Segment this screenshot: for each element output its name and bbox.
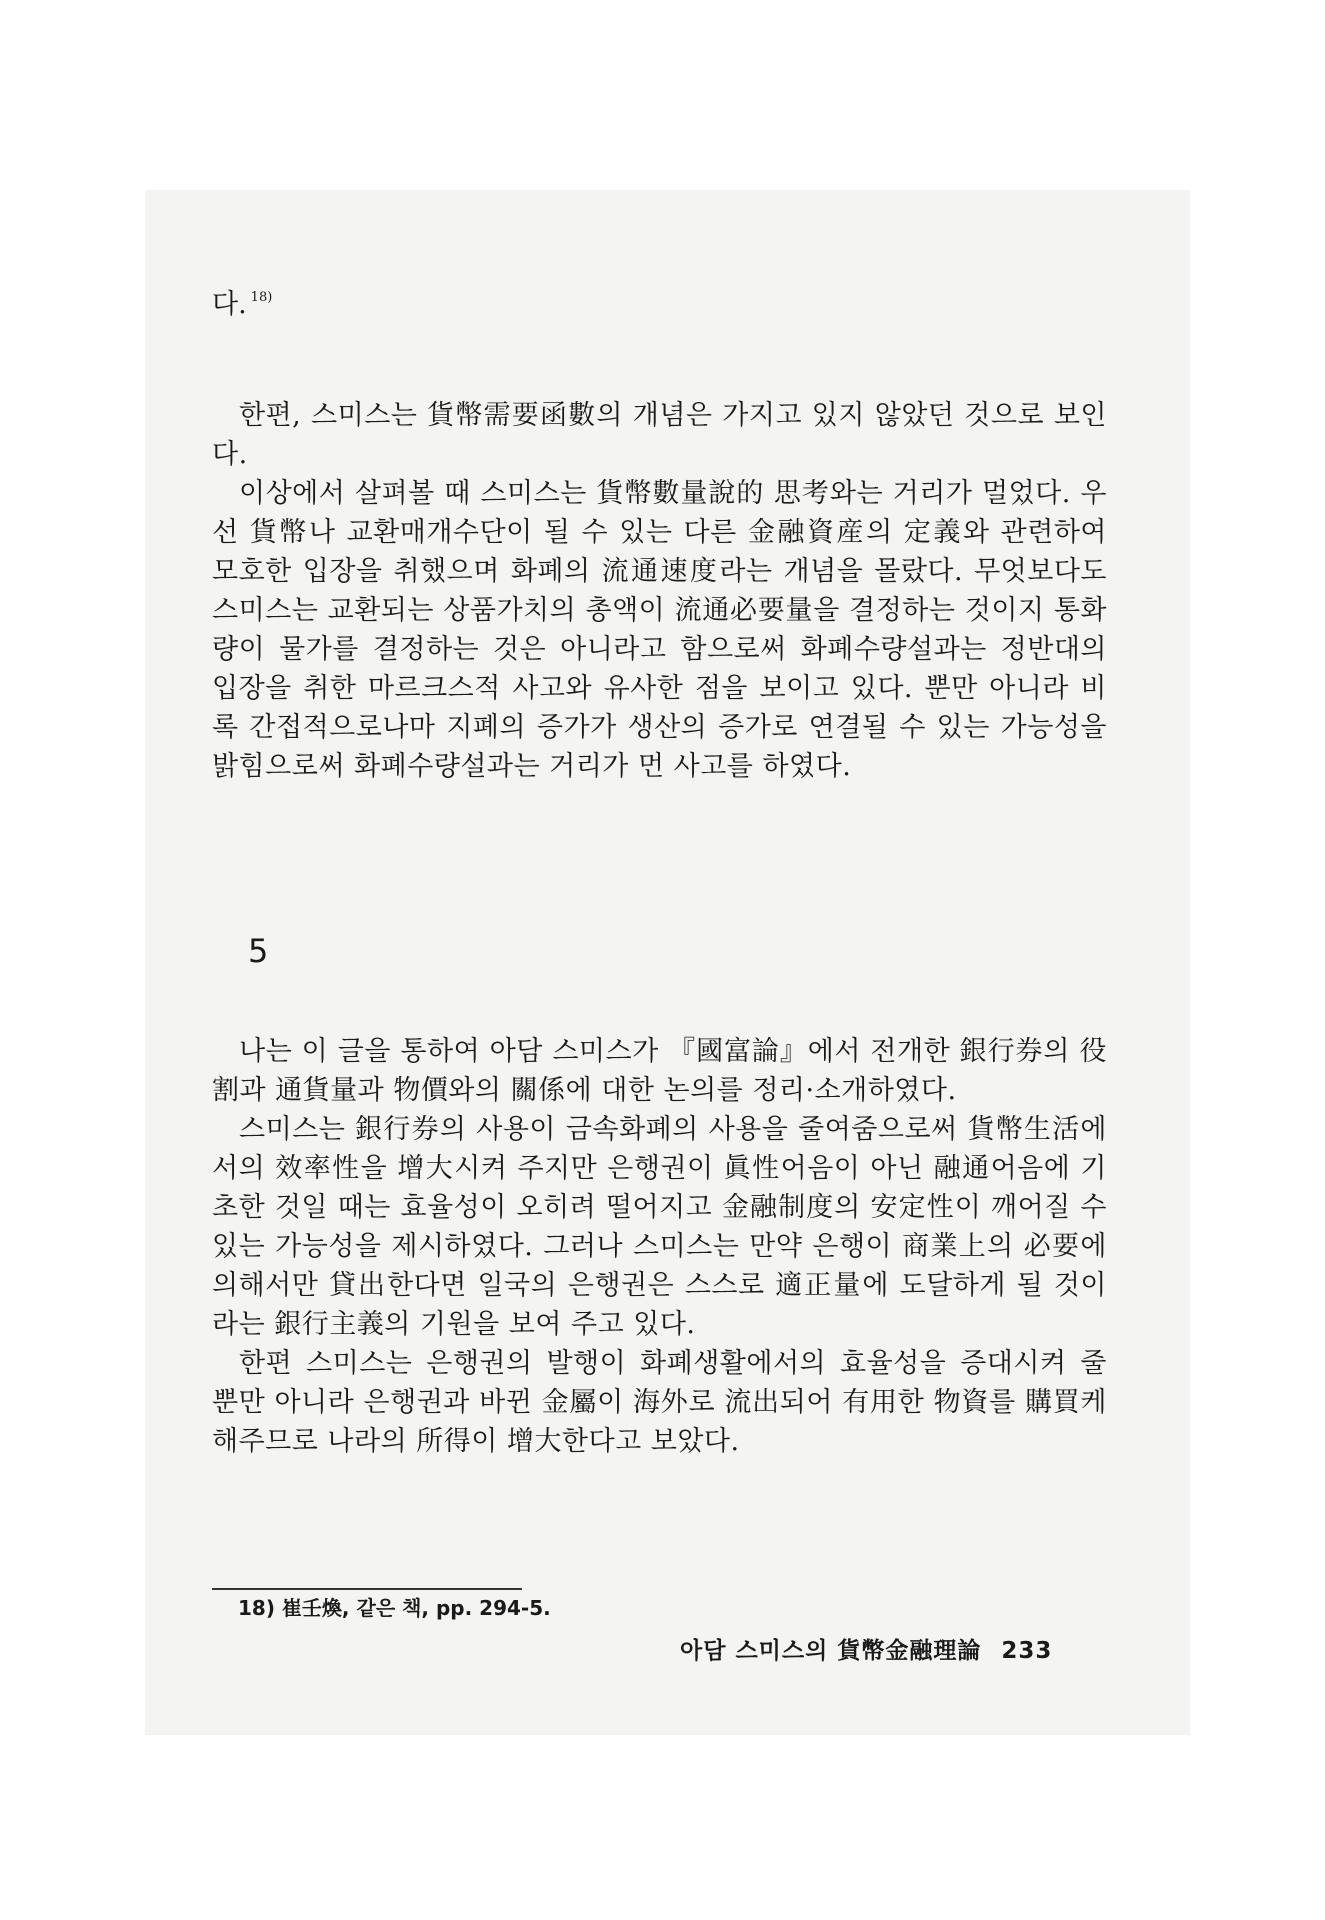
paragraph: 나는 이 글을 통하여 아담 스미스가 『國富論』에서 전개한 銀行券의 役割과 通貨量과 物價와의 關係에 대한 논의를 정리·소개하였다. xyxy=(212,1036,1107,1106)
section-body-1 xyxy=(212,396,1107,786)
continuation-line xyxy=(212,278,272,324)
running-footer xyxy=(680,1636,1052,1666)
footnote-reference: 18) xyxy=(250,290,273,305)
footnote-divider xyxy=(212,1588,522,1590)
paragraph: 스미스는 銀行券의 사용이 금속화폐의 사용을 줄여줌으로써 貨幣生活에서의 效率性을 增大시켜 주지만 은행권이 眞性어음이 아닌 融通어음에 기초한 것일 때는 효율성이 오히려 떨어지고 金融制度의 安定性이 깨어질 수 있는 가능성을 제시하였다. 그러나 스미스는 만약 은행이 商業上의 必要에 의해서만 貸出한다면 일국의 은행권은 스스로 適正量에 도달하게 될 것이라는 銀行主義의 기원을 보여 주고 있다. xyxy=(212,1114,1107,1340)
paragraph: 이상에서 살펴볼 때 스미스는 貨幣數量說的 思考와는 거리가 멀었다. 우선 貨幣나 교환매개수단이 될 수 있는 다른 金融資産의 定義와 관련하여 모호한 입장을 취했으며 화폐의 流通速度라는 개념을 몰랐다. 무엇보다도 스미스는 교환되는 상품가치의 총액이 流通必要量을 결정하는 것이지 통화량이 물가를 결정하는 것은 아니라고 함으로써 화폐수량설과는 정반대의 입장을 취한 마르크스적 사고와 유사한 점을 보이고 있다. 뿐만 아니라 비록 간접적으로나마 지폐의 증가가 생산의 증가로 연결될 수 있는 가능성을 밝힘으로써 화폐수량설과는 거리가 먼 사고를 하였다. xyxy=(212,478,1107,782)
section-number: 5 xyxy=(248,932,269,970)
running-footer-title: 아담 스미스의 貨幣金融理論 xyxy=(680,1638,982,1664)
paragraph: 한편, 스미스는 貨幣需要函數의 개념은 가지고 있지 않았던 것으로 보인다. xyxy=(212,400,1107,470)
footnote: 18) 崔壬煥, 같은 책, pp. 294-5. xyxy=(238,1596,551,1620)
page-number: 233 xyxy=(1001,1638,1053,1664)
continuation-text: 다. xyxy=(212,289,247,320)
section-body-5 xyxy=(212,1032,1107,1461)
paragraph: 한편 스미스는 은행권의 발행이 화폐생활에서의 효율성을 증대시켜 줄 뿐만 아니라 은행권과 바뀐 金屬이 海外로 流出되어 有用한 物資를 購買케 해주므로 나라의 所得이 增大한다고 보았다. xyxy=(212,1348,1107,1457)
